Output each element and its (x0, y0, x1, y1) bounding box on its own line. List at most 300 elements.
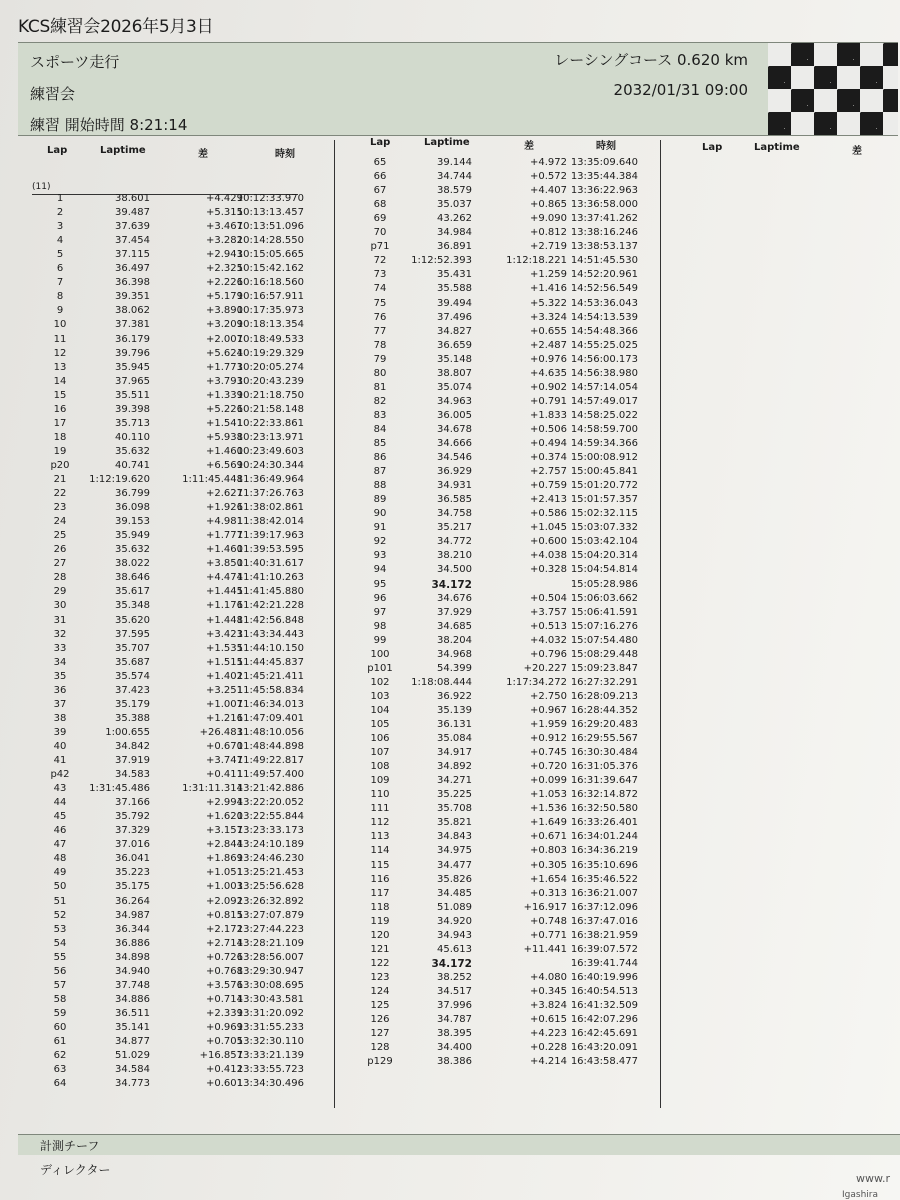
lap-diff: +0.726 (205, 951, 243, 963)
lap-time: 35.632 (115, 445, 150, 457)
lap-diff: +1.515 (205, 656, 243, 668)
lap-number: 29 (53, 586, 67, 598)
lap-number: 94 (373, 564, 387, 576)
lap-clock-time: 15:04:54.814 (570, 564, 638, 576)
lap-clock-time: 16:29:20.483 (570, 719, 638, 730)
lap-diff: +16.917 (523, 901, 567, 913)
lap-clock-time: 16:29:55.567 (570, 733, 638, 745)
lap-clock-time: 16:38:21.959 (570, 929, 638, 941)
lap-time: 34.987 (115, 909, 150, 921)
lap-clock-time: 13:37:41.262 (570, 213, 638, 225)
lap-time: 34.485 (437, 887, 472, 899)
lap-number: 107 (370, 747, 390, 759)
lap-number: 18 (53, 431, 67, 443)
lap-diff: +0.902 (529, 381, 567, 393)
lap-number: 110 (370, 789, 390, 801)
col3-lap-header: Lap (702, 142, 723, 153)
lap-time: 37.639 (115, 221, 150, 233)
lap-time: 34.943 (437, 929, 472, 941)
lap-clock-time: 13:35:44.384 (570, 171, 638, 183)
lap-time: 1:12:52.393 (411, 255, 472, 267)
lap-number: 12 (53, 347, 67, 359)
lap-time: 34.172 (431, 578, 472, 591)
lap-time: 38.386 (437, 1056, 472, 1068)
lap-time: 34.583 (115, 769, 150, 781)
lap-number: 102 (370, 676, 390, 688)
lap-number: 10 (53, 319, 67, 331)
lap-time: 34.827 (437, 325, 472, 337)
lap-diff: +0.345 (529, 985, 567, 997)
lap-diff: +0.670 (205, 740, 243, 752)
lap-number: 6 (56, 263, 64, 275)
lap-clock-time: 15:01:57.357 (570, 494, 638, 506)
footer-chief: 計測チーフ (40, 1139, 100, 1153)
lap-clock-time: 16:28:44.352 (570, 704, 638, 716)
lap-time: 35.713 (115, 417, 150, 429)
lap-clock-time: 11:42:56.848 (236, 614, 304, 626)
lap-diff: +2.325 (205, 263, 243, 275)
lap-time: 36.922 (437, 690, 472, 702)
lap-number: 65 (373, 157, 387, 168)
lap-number: 98 (373, 620, 387, 632)
lap-diff: +0.513 (529, 620, 567, 632)
lap-diff: +0.411 (205, 769, 243, 781)
lap-time: 35.511 (115, 389, 150, 401)
lap-time: 35.225 (437, 789, 472, 801)
lap-clock-time: 15:06:41.591 (570, 606, 638, 618)
lap-number: 41 (53, 755, 67, 766)
lap-time: 35.945 (115, 361, 150, 373)
lap-time: 36.041 (115, 853, 150, 865)
lap-time: 35.148 (437, 353, 472, 365)
lap-clock-time: 10:16:57.911 (236, 291, 304, 303)
footer-director: ディレクター (40, 1163, 111, 1177)
lap-diff: +0.812 (529, 227, 567, 239)
lap-time: 38.204 (437, 634, 472, 646)
lap-number: 61 (53, 1036, 67, 1047)
lap-diff: +1.053 (529, 789, 567, 801)
lap-diff: +0.748 (529, 915, 567, 927)
lap-time: 35.588 (437, 283, 472, 295)
lap-diff: +2.487 (529, 339, 567, 351)
lap-number: 28 (53, 572, 67, 584)
lap-diff: +1.259 (529, 269, 567, 281)
lap-clock-time: 16:31:39.647 (570, 775, 638, 787)
lap-number: 119 (370, 915, 390, 927)
col2-laptime-header: Laptime (424, 137, 470, 148)
lap-time: 1:00.655 (105, 726, 150, 738)
lap-number: 103 (370, 690, 390, 702)
lap-number: 33 (53, 642, 67, 654)
lap-clock-time: 11:45:21.411 (236, 670, 304, 682)
lap-diff: +3.251 (205, 684, 243, 696)
lap-time: 37.454 (115, 235, 150, 247)
lap-time: 39.351 (115, 291, 150, 303)
lap-clock-time: 16:31:05.376 (570, 761, 638, 773)
lap-time: 35.821 (437, 817, 472, 829)
lap-number: 78 (373, 339, 387, 351)
lap-diff: +0.506 (529, 423, 567, 435)
col1-lap-header: Lap (47, 145, 68, 156)
lap-time: 45.613 (437, 943, 472, 955)
lap-time: 54.399 (437, 662, 472, 674)
lap-number: 56 (53, 965, 67, 977)
lap-diff: +4.972 (529, 157, 567, 168)
lap-number: 50 (53, 881, 67, 893)
lap-time: 35.084 (437, 733, 472, 745)
lap-number: 13 (53, 361, 67, 373)
group-label: (11) (32, 182, 51, 192)
lap-number: 86 (373, 452, 387, 464)
lap-number: 80 (373, 367, 387, 379)
lap-clock-time: 11:40:31.617 (236, 558, 304, 570)
lap-diff: +0.600 (529, 536, 567, 548)
lap-clock-time: 11:49:22.817 (236, 755, 304, 766)
lap-clock-time: 13:25:56.628 (236, 881, 304, 893)
lap-clock-time: 16:27:32.291 (570, 676, 638, 688)
lap-time: 38.210 (437, 550, 472, 562)
lap-time: 34.678 (437, 423, 472, 435)
lap-number: 116 (370, 873, 390, 885)
lap-time: 35.217 (437, 522, 472, 534)
lap-diff: +1.649 (529, 817, 567, 829)
lap-diff: +0.714 (205, 993, 243, 1005)
lap-diff: +1.339 (205, 389, 243, 401)
lap-diff: +3.423 (205, 628, 243, 640)
lap-diff: +0.572 (529, 171, 567, 183)
lap-diff: +3.747 (205, 755, 243, 766)
lap-diff: +3.576 (205, 979, 243, 991)
lap-diff: +2.007 (205, 333, 243, 345)
lap-number: 47 (53, 839, 67, 851)
lap-number: 99 (373, 634, 387, 646)
lap-diff: +0.912 (529, 733, 567, 745)
lap-time: 35.179 (115, 698, 150, 710)
lap-clock-time: 14:57:49.017 (570, 395, 638, 407)
lap-time: 37.329 (115, 825, 150, 837)
lap-time: 34.877 (115, 1036, 150, 1047)
lap-diff: +4.407 (529, 185, 567, 197)
lap-clock-time: 13:26:32.892 (236, 895, 304, 907)
lap-number: 70 (373, 227, 387, 239)
lap-time: 34.772 (437, 536, 472, 548)
lap-time: 39.153 (115, 516, 150, 528)
lap-diff: +1.445 (205, 586, 243, 598)
lap-time: 36.131 (437, 719, 472, 730)
lap-diff: +1.541 (205, 417, 243, 429)
lap-clock-time: 11:45:58.834 (236, 684, 304, 696)
lap-time: 35.348 (115, 600, 150, 612)
lap-number: 58 (53, 993, 67, 1005)
lap-clock-time: 14:56:00.173 (570, 353, 638, 365)
lap-diff: +0.655 (529, 325, 567, 337)
lap-diff: +2.413 (529, 494, 567, 506)
lap-number: 5 (56, 249, 64, 261)
footer-website: www.r (856, 1172, 890, 1185)
lap-time: 38.252 (437, 971, 472, 983)
lap-diff: +4.032 (529, 634, 567, 646)
lap-clock-time: 16:30:30.484 (570, 747, 638, 759)
lap-clock-time: 13:23:33.173 (236, 825, 304, 837)
lap-clock-time: 14:57:14.054 (570, 381, 638, 393)
lap-clock-time: 10:18:49.533 (236, 333, 304, 345)
lap-clock-time: 14:54:48.366 (570, 325, 638, 337)
lap-number: 76 (373, 311, 387, 323)
lap-clock-time: 13:24:10.189 (236, 839, 304, 851)
lap-clock-time: 10:12:33.970 (236, 193, 304, 204)
lap-clock-time: 10:13:13.457 (236, 207, 304, 219)
lap-time: 36.929 (437, 466, 472, 478)
lap-time: 35.431 (437, 269, 472, 281)
lap-clock-time: 16:34:01.244 (570, 831, 638, 843)
lap-diff: +0.976 (529, 353, 567, 365)
lap-diff: +4.635 (529, 367, 567, 379)
lap-diff: +3.850 (205, 558, 243, 570)
lap-time: 35.687 (115, 656, 150, 668)
lap-number: 24 (53, 516, 67, 528)
lap-number: 115 (370, 859, 390, 871)
lap-clock-time: 11:44:45.837 (236, 656, 304, 668)
lap-number: 38 (53, 712, 67, 724)
lap-time: 34.898 (115, 951, 150, 963)
lap-number: 127 (370, 1028, 390, 1040)
lap-time: 38.395 (437, 1028, 472, 1040)
lap-clock-time: 15:09:23.847 (570, 662, 638, 674)
lap-number: 90 (373, 508, 387, 520)
lap-clock-time: 15:01:20.772 (570, 480, 638, 492)
lap-clock-time: 13:31:20.092 (236, 1007, 304, 1019)
lap-time: 39.144 (437, 157, 472, 168)
lap-time: 36.659 (437, 339, 472, 351)
lap-diff: +1.777 (205, 530, 243, 542)
lap-clock-time: 13:30:08.695 (236, 979, 304, 991)
lap-time: 35.074 (437, 381, 472, 393)
lap-diff: +1.402 (205, 670, 243, 682)
lap-clock-time: 13:28:56.007 (236, 951, 304, 963)
lap-number: 55 (53, 951, 67, 963)
lap-number: 68 (373, 199, 387, 211)
lap-clock-time: 11:48:10.056 (236, 726, 304, 738)
lap-clock-time: 11:37:26.763 (236, 488, 304, 500)
lap-diff: +3.890 (205, 305, 243, 317)
lap-time: 35.037 (437, 199, 472, 211)
lap-time: 38.807 (437, 367, 472, 379)
lap-time: 37.381 (115, 319, 150, 331)
lap-time: 1:31:45.486 (89, 783, 150, 795)
lap-clock-time: 16:42:45.691 (570, 1028, 638, 1040)
lap-diff: +4.214 (529, 1056, 567, 1068)
lap-number: 84 (373, 423, 387, 435)
lap-clock-time: 11:46:34.013 (236, 698, 304, 710)
lap-clock-time: 13:28:21.109 (236, 937, 304, 949)
lap-clock-time: 13:27:07.879 (236, 909, 304, 921)
col1-diff-header: 差 (198, 149, 208, 160)
lap-number: 25 (53, 530, 67, 542)
lap-number: 49 (53, 867, 67, 879)
lap-clock-time: 16:35:10.696 (570, 859, 638, 871)
lap-diff: +0.865 (529, 199, 567, 211)
lap-number: 43 (53, 783, 67, 795)
lap-number: 121 (370, 943, 390, 955)
lap-time: 34.676 (437, 592, 472, 604)
lap-time: 38.062 (115, 305, 150, 317)
lap-diff: +0.615 (529, 1014, 567, 1026)
lap-time: 34.886 (115, 993, 150, 1005)
lap-number: 8 (56, 291, 64, 303)
lap-number: 114 (370, 845, 390, 857)
lap-diff: +0.791 (529, 395, 567, 407)
lap-clock-time: 15:07:54.480 (570, 634, 638, 646)
lap-diff: +1.833 (529, 409, 567, 421)
lap-diff: +0.099 (529, 775, 567, 787)
lap-clock-time: 13:36:58.000 (570, 199, 638, 211)
lap-number: 104 (370, 704, 390, 716)
lap-time: 39.494 (437, 297, 472, 309)
lap-diff: +1.460 (205, 544, 243, 556)
lap-clock-time: 10:21:58.148 (236, 403, 304, 415)
lap-clock-time: 11:36:49.964 (236, 474, 304, 485)
lap-clock-time: 10:17:35.973 (236, 305, 304, 317)
lap-time: 35.141 (115, 1021, 150, 1033)
lap-number: 1 (56, 193, 64, 204)
lap-diff: +9.090 (529, 213, 567, 225)
lap-diff: 1:12:18.221 (506, 255, 567, 267)
lap-diff: +4.474 (205, 572, 243, 584)
lap-clock-time: 11:38:02.861 (236, 502, 304, 514)
lap-number: 83 (373, 409, 387, 421)
lap-diff: +1.654 (529, 873, 567, 885)
lap-number: 32 (53, 628, 67, 640)
lap-number: 34 (53, 656, 67, 668)
lap-number: 45 (53, 811, 67, 823)
lap-number: p101 (367, 662, 393, 674)
lap-diff: +3.157 (205, 825, 243, 837)
lap-clock-time: 10:20:43.239 (236, 375, 304, 387)
lap-time: 34.172 (431, 957, 472, 970)
lap-clock-time: 15:05:28.986 (570, 578, 638, 590)
lap-clock-time: 13:34:30.496 (236, 1078, 304, 1090)
lap-time: 37.748 (115, 979, 150, 991)
lap-time: 35.388 (115, 712, 150, 724)
lap-number: 17 (53, 417, 67, 429)
lap-clock-time: 13:38:53.137 (570, 241, 638, 253)
lap-number: 51 (53, 895, 67, 907)
lap-diff: +5.226 (205, 403, 243, 415)
lap-number: 128 (370, 1042, 390, 1054)
lap-clock-time: 16:40:19.996 (570, 971, 638, 983)
lap-diff: +5.322 (529, 297, 567, 309)
lap-clock-time: 14:56:38.980 (570, 367, 638, 379)
lap-clock-time: 16:34:36.219 (570, 845, 638, 857)
lap-time: 34.963 (437, 395, 472, 407)
lap-clock-time: 10:22:33.861 (236, 417, 304, 429)
lap-diff: +0.504 (529, 592, 567, 604)
lap-diff: +2.226 (205, 277, 243, 289)
lap-number: 16 (53, 403, 67, 415)
lap-time: 40.110 (115, 431, 150, 443)
lap-number: 120 (370, 929, 390, 941)
lap-number: 73 (373, 269, 387, 281)
lap-clock-time: 10:24:30.344 (236, 459, 304, 471)
lap-clock-time: 15:03:07.332 (570, 522, 638, 534)
lap-time: 34.968 (437, 648, 472, 660)
lap-clock-time: 13:27:44.223 (236, 923, 304, 935)
lap-number: 112 (370, 817, 390, 829)
lap-clock-time: 10:20:05.274 (236, 361, 304, 373)
lap-time: 37.115 (115, 249, 150, 261)
lap-time: 51.089 (437, 901, 472, 913)
lap-number: 21 (53, 474, 67, 485)
lap-clock-time: 13:22:20.052 (236, 797, 304, 809)
lap-number: 91 (373, 522, 387, 534)
lap-diff: +0.759 (529, 480, 567, 492)
lap-clock-time: 16:37:47.016 (570, 915, 638, 927)
lap-diff: +0.969 (205, 1021, 243, 1033)
lap-number: 88 (373, 480, 387, 492)
lap-diff: +3.324 (529, 311, 567, 323)
lap-time: 37.496 (437, 311, 472, 323)
lap-diff: +5.315 (205, 207, 243, 219)
lap-clock-time: 13:33:55.723 (236, 1064, 304, 1076)
lap-time: 37.166 (115, 797, 150, 809)
lap-time: 34.842 (115, 740, 150, 752)
lap-number: 54 (53, 937, 67, 949)
lap-time: 39.398 (115, 403, 150, 415)
lap-clock-time: 11:41:45.880 (236, 586, 304, 598)
lap-number: 126 (370, 1014, 390, 1026)
lap-diff: +1.003 (205, 881, 243, 893)
lap-diff: +0.601 (205, 1078, 243, 1090)
lap-time: 38.646 (115, 572, 150, 584)
lap-time: 38.022 (115, 558, 150, 570)
lap-clock-time: 15:00:08.912 (570, 452, 638, 464)
lap-time: 36.886 (115, 937, 150, 949)
lap-clock-time: 13:32:30.110 (236, 1036, 304, 1047)
lap-time: 35.632 (115, 544, 150, 556)
lap-clock-time: 16:39:07.572 (570, 943, 638, 955)
lap-time: 34.584 (115, 1064, 150, 1076)
lap-number: 123 (370, 971, 390, 983)
lap-time: 34.477 (437, 859, 472, 871)
lap-diff: +0.967 (529, 704, 567, 716)
lap-clock-time: 10:21:18.750 (236, 389, 304, 401)
lap-time: 34.940 (115, 965, 150, 977)
lap-number: 108 (370, 761, 390, 773)
lap-clock-time: 15:00:45.841 (570, 466, 638, 478)
col2-time-header: 時刻 (596, 141, 616, 152)
lap-diff: +16.857 (199, 1050, 243, 1062)
lap-number: p20 (50, 459, 70, 471)
lap-time: 35.792 (115, 811, 150, 823)
lap-number: 89 (373, 494, 387, 506)
lap-time: 34.787 (437, 1014, 472, 1026)
lap-number: 59 (53, 1007, 67, 1019)
lap-number: 3 (56, 221, 64, 233)
lap-diff: +0.328 (529, 564, 567, 576)
lap-diff: +4.981 (205, 516, 243, 528)
lap-number: 27 (53, 558, 67, 570)
lap-time: 35.574 (115, 670, 150, 682)
lap-diff: +1.926 (205, 502, 243, 514)
lap-time: 34.517 (437, 985, 472, 997)
lap-time: 34.758 (437, 508, 472, 520)
lap-diff: +0.815 (205, 909, 243, 921)
lap-diff: +6.569 (205, 459, 243, 471)
session-name: スポーツ走行 (30, 53, 120, 71)
lap-clock-time: 13:31:55.233 (236, 1021, 304, 1033)
lap-clock-time: 13:22:55.844 (236, 811, 304, 823)
lap-clock-time: 10:16:18.560 (236, 277, 304, 289)
